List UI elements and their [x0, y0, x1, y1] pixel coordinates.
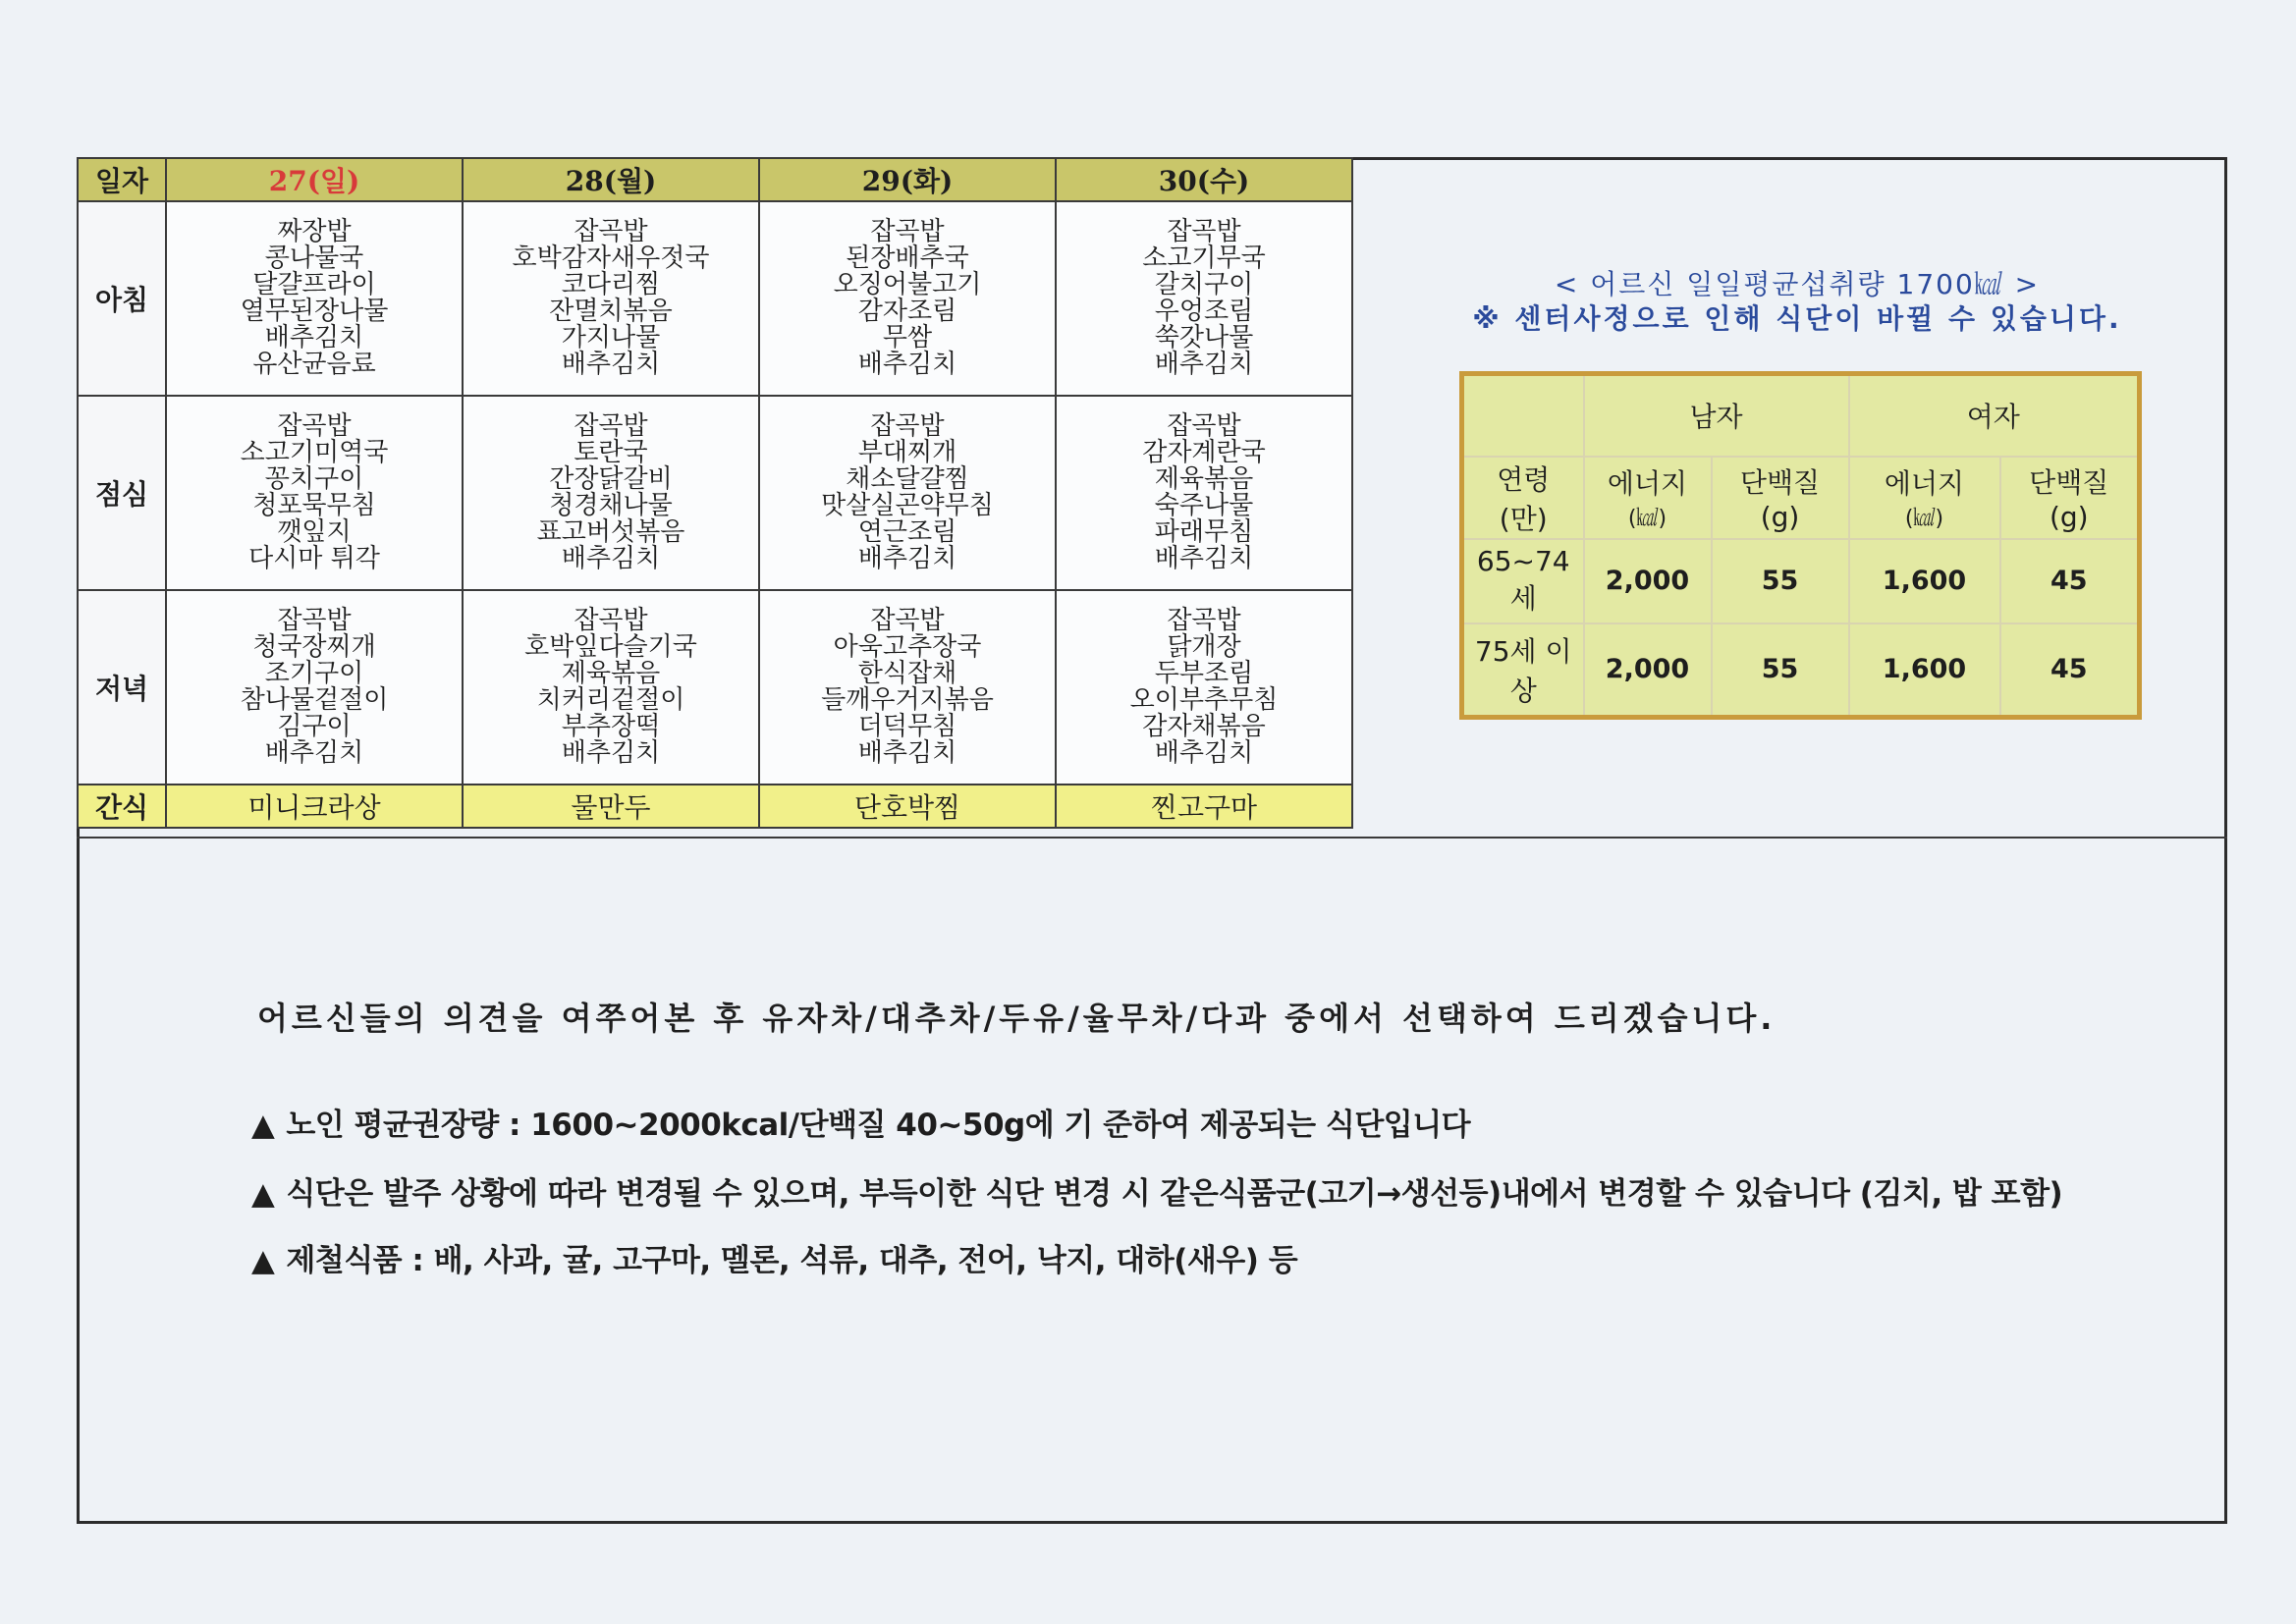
dish: 청포묵무침	[252, 491, 376, 520]
note-text: 식단은 발주 상황에 따라 변경될 수 있으며, 부득이한 식단 변경 시 같은식품군(고기→생선등)내에서 변경할 수 있습니다 (김치, 밥 포함)	[286, 1176, 2063, 1212]
dish: 숙주나물	[1154, 491, 1254, 520]
note-item	[251, 1235, 1297, 1279]
dish-cell	[166, 590, 463, 785]
dish: 부추장떡	[561, 712, 661, 741]
female-header: 여자	[1849, 374, 2140, 457]
triangle-bullet-icon: ▲	[251, 1108, 275, 1143]
dish: 배추김치	[561, 350, 661, 379]
dish: 짜장밥	[277, 217, 352, 246]
female-energy-value: 1,600	[1849, 623, 2000, 718]
intake-table	[1459, 371, 2142, 720]
day-header-mon: 28(월)	[463, 158, 759, 201]
dish: 잡곡밥	[1167, 217, 1241, 246]
dish: 무쌈	[882, 323, 933, 352]
dish: 배추김치	[264, 738, 364, 768]
dish: 잡곡밥	[277, 606, 352, 635]
intake-corner	[1462, 374, 1584, 457]
dish: 열무된장나물	[240, 297, 389, 326]
dish: 조기구이	[264, 659, 364, 688]
dish: 참나물겉절이	[240, 685, 389, 715]
intake-row-75-plus	[1462, 623, 2140, 718]
dish: 콩나물국	[264, 244, 364, 273]
dish: 제육볶음	[1154, 464, 1254, 494]
dish-cell	[463, 396, 759, 590]
female-protein-header	[2000, 457, 2140, 539]
dish: 잡곡밥	[574, 411, 648, 441]
beverage-choice-note: 어르신들의 의견을 여쭈어본 후 유자차/대추차/두유/율무차/다과 중에서 선택하여 드리겠습니다.	[257, 1000, 1777, 1037]
dish: 토란국	[574, 438, 648, 467]
dish-cell	[463, 201, 759, 396]
dish: 치커리겉절이	[536, 685, 685, 715]
dish: 들깨우거지볶음	[821, 685, 994, 715]
triangle-bullet-icon: ▲	[251, 1176, 275, 1212]
age-label: 연령	[1497, 462, 1551, 496]
dish: 잡곡밥	[574, 606, 648, 635]
dish: 연근조림	[857, 517, 957, 547]
date-header-label: 일자	[78, 158, 166, 201]
protein-label: 단백질	[2029, 466, 2109, 499]
dish: 유산균음료	[252, 350, 376, 379]
age-cell: 65~74세	[1462, 539, 1584, 623]
dish: 제육볶음	[561, 659, 661, 688]
protein-label: 단백질	[1739, 466, 1821, 499]
dish: 청경채나물	[549, 491, 673, 520]
dish: 김구이	[277, 712, 352, 741]
dish: 잡곡밥	[870, 606, 945, 635]
dish: 파래무침	[1154, 517, 1254, 547]
dish: 호박잎다슬기국	[524, 632, 697, 662]
male-header: 남자	[1584, 374, 1849, 457]
protein-unit: (g)	[1760, 501, 1800, 533]
age-cell: 75세 이상	[1462, 623, 1584, 718]
dish: 오이부추무침	[1129, 685, 1279, 715]
male-protein-value: 55	[1712, 539, 1849, 623]
dish-cell	[759, 396, 1056, 590]
intake-title: < 어르신 일일평균섭취량 1700㎉ >	[1554, 268, 2041, 300]
dish: 배추김치	[1154, 738, 1254, 768]
dish-cell	[759, 201, 1056, 396]
age-unit: (만)	[1499, 502, 1548, 535]
snack-item: 단호박찜	[759, 785, 1056, 828]
dish: 호박감자새우젓국	[512, 244, 710, 273]
female-energy-header	[1849, 457, 2000, 539]
day-header-wed: 30(수)	[1056, 158, 1352, 201]
snack-label: 간식	[78, 785, 166, 828]
age-header	[1462, 457, 1584, 539]
dish-cell	[463, 590, 759, 785]
dish: 배추김치	[857, 544, 957, 573]
snack-item: 찐고구마	[1056, 785, 1352, 828]
dish-cell	[1056, 201, 1352, 396]
dish: 배추김치	[561, 738, 661, 768]
dish: 배추김치	[1154, 350, 1254, 379]
dish-cell	[1056, 590, 1352, 785]
section-divider	[77, 837, 2227, 839]
dish: 잡곡밥	[574, 217, 648, 246]
dish: 우엉조림	[1154, 297, 1254, 326]
energy-unit: (㎉)	[1904, 507, 1944, 531]
dish: 잔멸치볶음	[549, 297, 673, 326]
dish: 간장닭갈비	[549, 464, 673, 494]
dish: 두부조림	[1154, 659, 1254, 688]
weekly-menu-table	[77, 157, 1353, 829]
dish: 채소달걀찜	[846, 464, 969, 494]
protein-unit: (g)	[2049, 501, 2089, 533]
dish: 배추김치	[857, 738, 957, 768]
dish-cell	[166, 201, 463, 396]
dish: 가지나물	[561, 323, 661, 352]
energy-label: 에너지	[1884, 467, 1965, 500]
energy-label: 에너지	[1607, 467, 1688, 500]
male-energy-header	[1584, 457, 1712, 539]
dish: 갈치구이	[1154, 270, 1254, 299]
dish: 잡곡밥	[277, 411, 352, 441]
dish: 배추김치	[561, 544, 661, 573]
meal-row-breakfast	[78, 201, 1352, 396]
dish: 달걀프라이	[252, 270, 376, 299]
dish: 된장배추국	[846, 244, 969, 273]
menu-header-row	[78, 158, 1352, 201]
dish: 감자계란국	[1142, 438, 1266, 467]
dish: 깻잎지	[277, 517, 352, 547]
dish: 잡곡밥	[870, 217, 945, 246]
dish: 부대찌개	[857, 438, 957, 467]
dish: 한식잡채	[857, 659, 957, 688]
male-energy-value: 2,000	[1584, 539, 1712, 623]
snack-row	[78, 785, 1352, 828]
intake-row-65-74	[1462, 539, 2140, 623]
dish: 감자조림	[857, 297, 957, 326]
snack-item: 미니크라상	[166, 785, 463, 828]
dish: 표고버섯볶음	[536, 517, 685, 547]
energy-unit: (㎉)	[1627, 507, 1667, 531]
meal-row-lunch	[78, 396, 1352, 590]
dish: 오징어불고기	[833, 270, 982, 299]
dish: 청국장찌개	[252, 632, 376, 662]
dish: 더덕무침	[857, 712, 957, 741]
dish: 맛살실곤약무침	[821, 491, 994, 520]
meal-label: 아침	[78, 201, 166, 396]
meal-label: 저녁	[78, 590, 166, 785]
dish: 닭개장	[1167, 632, 1241, 662]
day-header-tue: 29(화)	[759, 158, 1056, 201]
day-header-sun: 27(일)	[166, 158, 463, 201]
meal-label: 점심	[78, 396, 166, 590]
dish: 배추김치	[264, 323, 364, 352]
note-item	[251, 1100, 1470, 1144]
note-item	[251, 1168, 2062, 1213]
male-protein-header	[1712, 457, 1849, 539]
note-text: 노인 평균권장량 : 1600~2000kcal/단백질 40~50g에 기 준하여 제공되는 식단입니다	[286, 1108, 1471, 1143]
female-protein-value: 45	[2000, 623, 2140, 718]
dish: 쑥갓나물	[1154, 323, 1254, 352]
triangle-bullet-icon: ▲	[251, 1243, 275, 1278]
dish: 잡곡밥	[1167, 411, 1241, 441]
dish: 배추김치	[1154, 544, 1254, 573]
dish: 배추김치	[857, 350, 957, 379]
dish: 소고기미역국	[240, 438, 389, 467]
dish-cell	[1056, 396, 1352, 590]
dish: 코다리찜	[561, 270, 661, 299]
snack-item: 물만두	[463, 785, 759, 828]
intake-gender-row	[1462, 374, 2140, 457]
dish: 아욱고추장국	[833, 632, 982, 662]
dish: 꽁치구이	[264, 464, 364, 494]
male-protein-value: 55	[1712, 623, 1849, 718]
dish: 소고기무국	[1142, 244, 1266, 273]
dish: 잡곡밥	[870, 411, 945, 441]
female-protein-value: 45	[2000, 539, 2140, 623]
note-text: 제철식품 : 배, 사과, 귤, 고구마, 멜론, 석류, 대추, 전어, 낙지, 대하(새우) 등	[286, 1243, 1298, 1278]
female-energy-value: 1,600	[1849, 539, 2000, 623]
dish: 잡곡밥	[1167, 606, 1241, 635]
dish: 감자채볶음	[1142, 712, 1266, 741]
menu-change-notice: ※ 센터사정으로 인해 식단이 바뀔 수 있습니다.	[1472, 302, 2122, 335]
intake-column-row	[1462, 457, 2140, 539]
dish-cell	[166, 396, 463, 590]
dish: 다시마 튀각	[248, 544, 380, 573]
dish-cell	[759, 590, 1056, 785]
meal-row-dinner	[78, 590, 1352, 785]
male-energy-value: 2,000	[1584, 623, 1712, 718]
